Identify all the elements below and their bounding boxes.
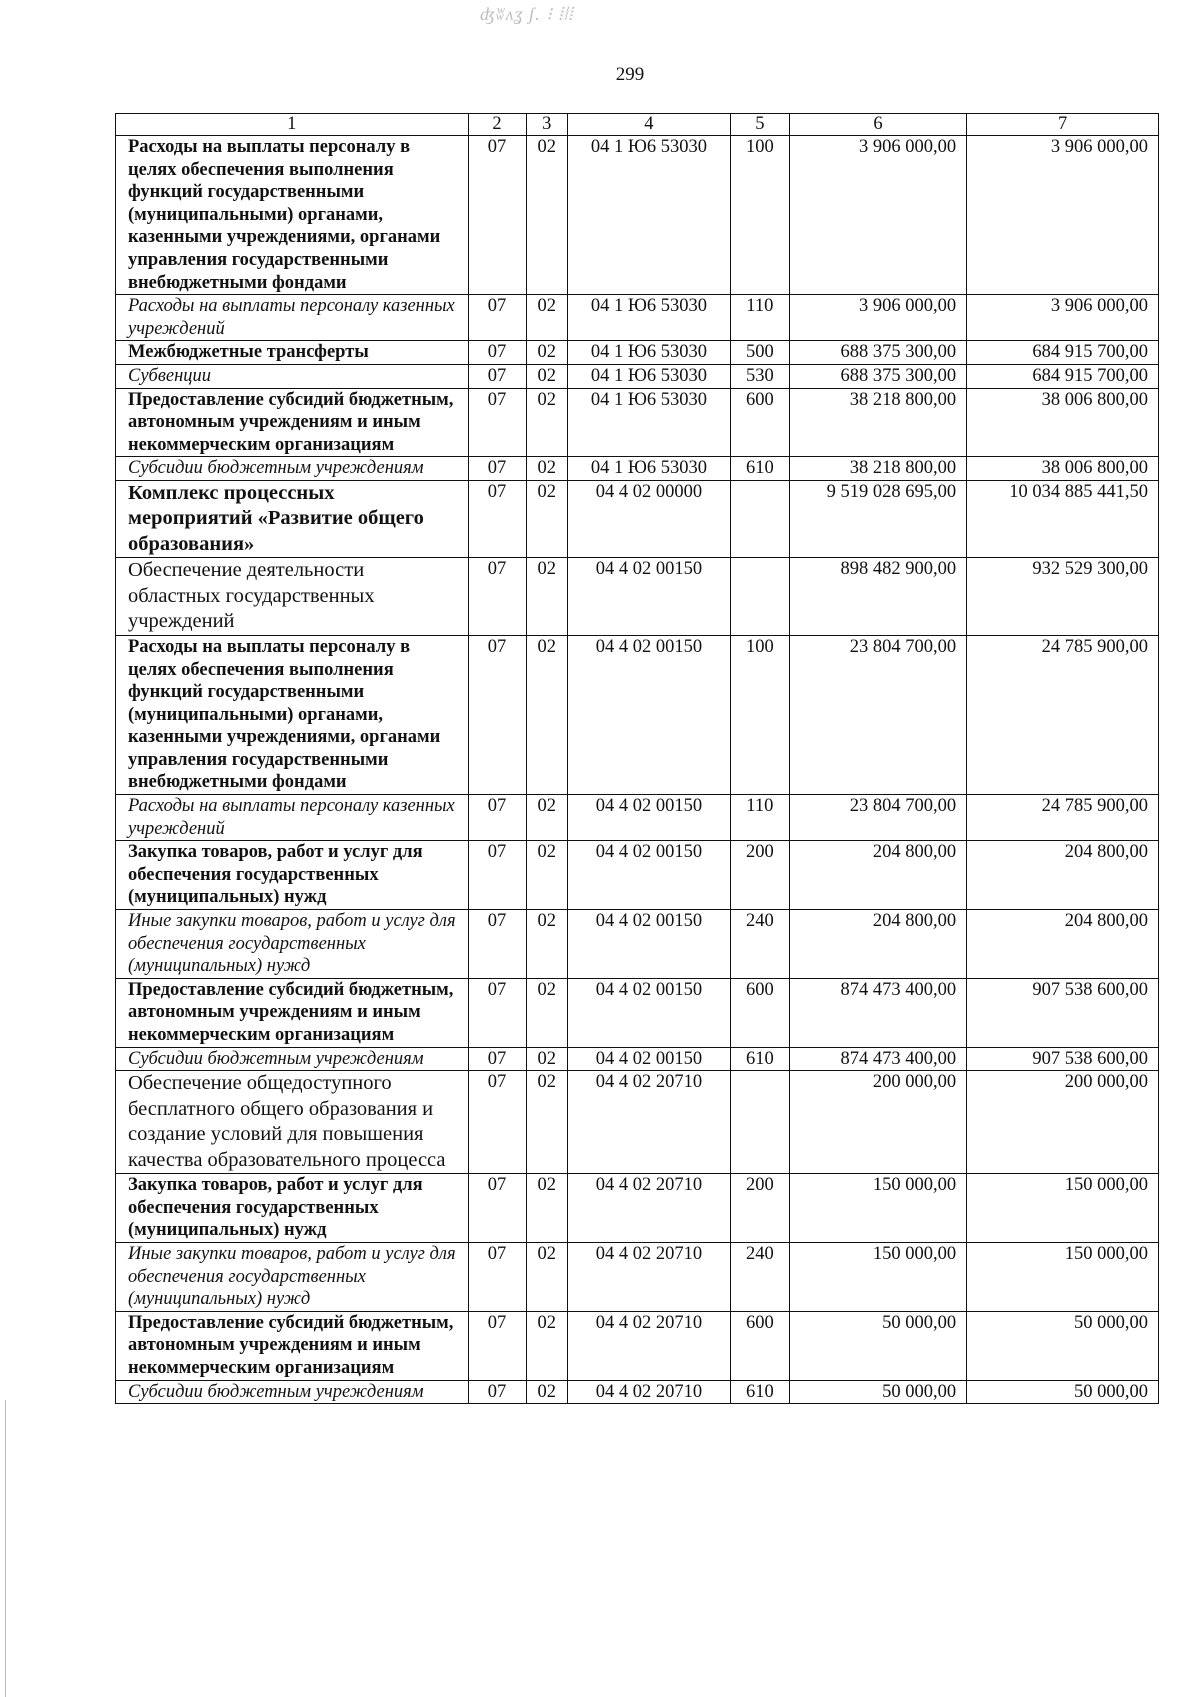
row-col-7: 907 538 600,00	[967, 1047, 1159, 1071]
row-col-6: 3 906 000,00	[789, 295, 966, 341]
row-col-4: 04 1 Ю6 53030	[568, 136, 731, 295]
row-col-4: 04 4 02 20710	[568, 1380, 731, 1404]
row-col-7: 50 000,00	[967, 1380, 1159, 1404]
row-col-6: 50 000,00	[789, 1380, 966, 1404]
row-description: Расходы на выплаты персоналу казенных учреждений	[116, 795, 469, 841]
row-col-6: 23 804 700,00	[789, 635, 966, 794]
row-col-3: 02	[526, 1311, 567, 1380]
row-col-4: 04 4 02 00150	[568, 795, 731, 841]
header-row	[116, 114, 1159, 136]
header-col-3: 3	[526, 114, 567, 136]
row-description: Субсидии бюджетным учреждениям	[116, 1047, 469, 1071]
table-row	[116, 1242, 1159, 1311]
row-col-6: 50 000,00	[789, 1311, 966, 1380]
table-row	[116, 295, 1159, 341]
row-col-4: 04 4 02 20710	[568, 1311, 731, 1380]
table-row	[116, 136, 1159, 295]
row-col-2: 07	[468, 910, 526, 979]
row-col-6: 23 804 700,00	[789, 795, 966, 841]
row-col-5: 600	[730, 388, 789, 457]
row-col-7: 3 906 000,00	[967, 295, 1159, 341]
row-col-2: 07	[468, 1174, 526, 1243]
header-col-4: 4	[568, 114, 731, 136]
table-row	[116, 1071, 1159, 1174]
row-col-5: 110	[730, 795, 789, 841]
row-col-4: 04 4 02 00150	[568, 635, 731, 794]
row-col-2: 07	[468, 388, 526, 457]
row-col-6: 874 473 400,00	[789, 1047, 966, 1071]
row-description: Предоставление субсидий бюджетным, автономным учреждениям и иным некоммерческим организациям	[116, 978, 469, 1047]
row-col-5: 500	[730, 341, 789, 365]
row-col-2: 07	[468, 1242, 526, 1311]
row-col-4: 04 4 02 00150	[568, 910, 731, 979]
table-row	[116, 1311, 1159, 1380]
row-col-3: 02	[526, 558, 567, 636]
row-col-6: 38 218 800,00	[789, 457, 966, 481]
row-col-6: 150 000,00	[789, 1242, 966, 1311]
table-body	[116, 136, 1159, 1404]
row-col-2: 07	[468, 136, 526, 295]
row-col-5: 110	[730, 295, 789, 341]
row-col-4: 04 4 02 00150	[568, 841, 731, 910]
row-col-4: 04 1 Ю6 53030	[568, 295, 731, 341]
table-row	[116, 558, 1159, 636]
header-col-5: 5	[730, 114, 789, 136]
table-row	[116, 978, 1159, 1047]
row-col-4: 04 4 02 20710	[568, 1242, 731, 1311]
header-col-6: 6	[789, 114, 966, 136]
row-col-5: 530	[730, 364, 789, 388]
row-col-7: 10 034 885 441,50	[967, 480, 1159, 558]
row-col-5: 600	[730, 1311, 789, 1380]
row-col-3: 02	[526, 795, 567, 841]
row-col-5: 240	[730, 910, 789, 979]
row-description: Субсидии бюджетным учреждениям	[116, 1380, 469, 1404]
table-row	[116, 795, 1159, 841]
row-col-5: 200	[730, 1174, 789, 1243]
row-col-2: 07	[468, 841, 526, 910]
row-col-3: 02	[526, 841, 567, 910]
row-description: Обеспечение общедоступного бесплатного общего образования и создание условий для повышения качества образовательного процесса	[116, 1071, 469, 1174]
table-row	[116, 364, 1159, 388]
row-description: Расходы на выплаты персоналу в целях обеспечения выполнения функций государственными (муниципальными) органами, казенными учреждениями, органами управления государственными внебюджетными фондами	[116, 635, 469, 794]
row-description: Иные закупки товаров, работ и услуг для обеспечения государственных (муниципальных) нужд	[116, 910, 469, 979]
row-description: Предоставление субсидий бюджетным, автономным учреждениям и иным некоммерческим организациям	[116, 388, 469, 457]
row-description: Субвенции	[116, 364, 469, 388]
row-col-6: 204 800,00	[789, 841, 966, 910]
row-col-3: 02	[526, 1380, 567, 1404]
row-col-3: 02	[526, 910, 567, 979]
row-col-7: 38 006 800,00	[967, 388, 1159, 457]
row-col-5	[730, 558, 789, 636]
row-col-7: 684 915 700,00	[967, 341, 1159, 365]
table-row	[116, 910, 1159, 979]
row-col-4: 04 1 Ю6 53030	[568, 341, 731, 365]
scan-edge-line	[5, 1400, 6, 1697]
row-col-5	[730, 1071, 789, 1174]
row-col-4: 04 1 Ю6 53030	[568, 364, 731, 388]
row-col-7: 24 785 900,00	[967, 635, 1159, 794]
header-col-1: 1	[116, 114, 469, 136]
row-col-5: 610	[730, 1047, 789, 1071]
table-row	[116, 341, 1159, 365]
row-col-5: 610	[730, 1380, 789, 1404]
row-description: Межбюджетные трансферты	[116, 341, 469, 365]
row-description: Комплекс процессных мероприятий «Развитие общего образования»	[116, 480, 469, 558]
row-col-2: 07	[468, 295, 526, 341]
row-col-3: 02	[526, 457, 567, 481]
row-col-2: 07	[468, 341, 526, 365]
row-col-3: 02	[526, 136, 567, 295]
row-col-4: 04 4 02 20710	[568, 1071, 731, 1174]
budget-table	[115, 113, 1159, 1404]
row-col-5: 100	[730, 136, 789, 295]
row-col-2: 07	[468, 1071, 526, 1174]
row-col-3: 02	[526, 1242, 567, 1311]
row-col-6: 200 000,00	[789, 1071, 966, 1174]
row-col-6: 204 800,00	[789, 910, 966, 979]
row-col-4: 04 4 02 00150	[568, 978, 731, 1047]
row-col-7: 38 006 800,00	[967, 457, 1159, 481]
row-col-3: 02	[526, 295, 567, 341]
row-col-4: 04 4 02 00150	[568, 1047, 731, 1071]
row-description: Закупка товаров, работ и услуг для обеспечения государственных (муниципальных) нужд	[116, 841, 469, 910]
row-col-7: 150 000,00	[967, 1242, 1159, 1311]
row-description: Субсидии бюджетным учреждениям	[116, 457, 469, 481]
row-col-2: 07	[468, 1047, 526, 1071]
row-col-3: 02	[526, 364, 567, 388]
row-col-5: 600	[730, 978, 789, 1047]
row-col-7: 200 000,00	[967, 1071, 1159, 1174]
row-col-2: 07	[468, 1380, 526, 1404]
row-col-6: 898 482 900,00	[789, 558, 966, 636]
row-col-2: 07	[468, 457, 526, 481]
row-col-2: 07	[468, 978, 526, 1047]
row-col-7: 204 800,00	[967, 841, 1159, 910]
row-col-6: 3 906 000,00	[789, 136, 966, 295]
header-col-2: 2	[468, 114, 526, 136]
row-col-7: 3 906 000,00	[967, 136, 1159, 295]
row-description: Закупка товаров, работ и услуг для обеспечения государственных (муниципальных) нужд	[116, 1174, 469, 1243]
row-description: Иные закупки товаров, работ и услуг для обеспечения государственных (муниципальных) нужд	[116, 1242, 469, 1311]
scan-artifact-stamp: ʤʬʌʓ ʃ. ⁝ ⦙⦚⦙	[480, 4, 574, 24]
row-col-2: 07	[468, 480, 526, 558]
row-col-3: 02	[526, 978, 567, 1047]
row-col-5: 240	[730, 1242, 789, 1311]
row-col-3: 02	[526, 635, 567, 794]
row-col-3: 02	[526, 388, 567, 457]
row-col-7: 24 785 900,00	[967, 795, 1159, 841]
row-col-2: 07	[468, 364, 526, 388]
row-col-6: 874 473 400,00	[789, 978, 966, 1047]
table-row	[116, 1380, 1159, 1404]
row-col-7: 150 000,00	[967, 1174, 1159, 1243]
row-col-2: 07	[468, 795, 526, 841]
table-row	[116, 841, 1159, 910]
table-row	[116, 480, 1159, 558]
row-col-6: 150 000,00	[789, 1174, 966, 1243]
row-col-5: 100	[730, 635, 789, 794]
row-col-6: 688 375 300,00	[789, 364, 966, 388]
row-col-7: 932 529 300,00	[967, 558, 1159, 636]
row-col-6: 38 218 800,00	[789, 388, 966, 457]
row-col-6: 688 375 300,00	[789, 341, 966, 365]
row-description: Предоставление субсидий бюджетным, автономным учреждениям и иным некоммерческим организациям	[116, 1311, 469, 1380]
row-col-3: 02	[526, 480, 567, 558]
row-col-7: 684 915 700,00	[967, 364, 1159, 388]
row-col-7: 50 000,00	[967, 1311, 1159, 1380]
row-col-3: 02	[526, 1071, 567, 1174]
row-col-4: 04 4 02 00000	[568, 480, 731, 558]
row-col-3: 02	[526, 1047, 567, 1071]
row-col-6: 9 519 028 695,00	[789, 480, 966, 558]
table-row	[116, 388, 1159, 457]
row-col-2: 07	[468, 1311, 526, 1380]
row-col-2: 07	[468, 558, 526, 636]
row-description: Расходы на выплаты персоналу казенных учреждений	[116, 295, 469, 341]
row-col-3: 02	[526, 1174, 567, 1243]
header-col-7: 7	[967, 114, 1159, 136]
row-col-4: 04 1 Ю6 53030	[568, 457, 731, 481]
table-row	[116, 1174, 1159, 1243]
table-row	[116, 457, 1159, 481]
row-col-4: 04 4 02 20710	[568, 1174, 731, 1243]
row-description: Обеспечение деятельности областных государственных учреждений	[116, 558, 469, 636]
row-col-7: 204 800,00	[967, 910, 1159, 979]
table-row	[116, 635, 1159, 794]
row-col-5: 610	[730, 457, 789, 481]
row-col-7: 907 538 600,00	[967, 978, 1159, 1047]
row-col-4: 04 4 02 00150	[568, 558, 731, 636]
row-col-5: 200	[730, 841, 789, 910]
row-col-5	[730, 480, 789, 558]
row-col-2: 07	[468, 635, 526, 794]
page-number: 299	[615, 64, 645, 85]
row-col-4: 04 1 Ю6 53030	[568, 388, 731, 457]
row-col-3: 02	[526, 341, 567, 365]
row-description: Расходы на выплаты персоналу в целях обеспечения выполнения функций государственными (муниципальными) органами, казенными учреждениями, органами управления государственными внебюджетными фондами	[116, 136, 469, 295]
table-row	[116, 1047, 1159, 1071]
